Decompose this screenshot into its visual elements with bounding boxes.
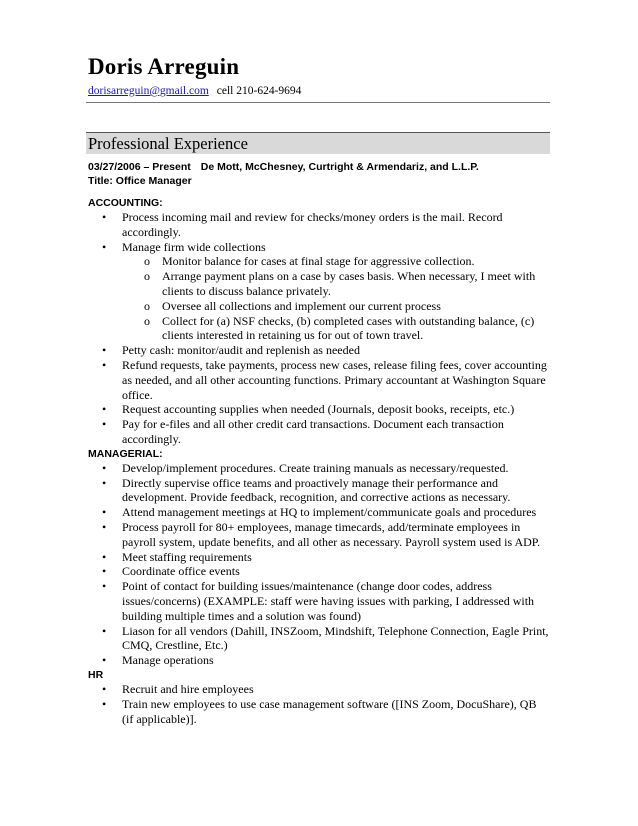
category-heading: MANAGERIAL:: [88, 447, 163, 460]
bullet-text: • Recruit and hire employees: [122, 681, 254, 696]
header-divider: [86, 102, 550, 103]
job-firm: De Mott, McChesney, Curtright & Armendariz, and L.L.P.: [200, 161, 479, 173]
bullet-item: [88, 550, 550, 565]
bullet-item: [88, 461, 550, 476]
bullet-text: • Meet staffing requirements: [122, 549, 252, 564]
bullet-list: [88, 210, 550, 447]
bullet-text: • Train new employees to use case management software ([INS Zoom, DocuShare), QB (if applicable)].: [122, 696, 537, 726]
bullet-text: • Petty cash: monitor/audit and replenish as needed: [122, 343, 360, 358]
bullet-item: [88, 682, 550, 697]
bullet-item: [88, 417, 550, 447]
bullet-item: [88, 240, 550, 255]
bullet-item: [88, 564, 550, 579]
contact-line: [88, 85, 301, 97]
bullet-item: [88, 697, 550, 727]
bullet-item: [88, 402, 550, 417]
bullet-text: • Liason for all vendors (Dahill, INSZoom, Mindshift, Telephone Connection, Eagle Print, CMQ, Crestline, Etc.): [122, 623, 549, 653]
bullet-text: • Coordinate office events: [122, 564, 240, 579]
bullet-item: [88, 343, 550, 358]
bullet-list: [88, 461, 550, 668]
bullet-item: [88, 520, 550, 550]
bullet-item: [88, 505, 550, 520]
bullet-text: • Process payroll for 80+ employees, manage timecards, add/terminate employees in payroll system, update benefits, and all other as necessary. Payroll system used is ADP.: [122, 519, 541, 549]
bullet-text: • Directly supervise office teams and proactively manage their performance and development. Provide feedback, recognition, and corrective actions as necessary.: [122, 475, 511, 505]
bullet-text: • Manage firm wide collections: [122, 239, 266, 254]
sub-bullet-item: o Monitor balance for cases at final stage for aggressive collection.: [88, 254, 550, 269]
bullet-item: [88, 579, 550, 623]
bullet-text: • Develop/implement procedures. Create training manuals as necessary/requested.: [122, 460, 509, 475]
bullet-text: • Point of contact for building issues/maintenance (change door codes, address issues/concerns) (EXAMPLE: staff were having issues with parking, I addressed with building multiple times and a solution was found): [122, 579, 535, 623]
bullet-text: • Request accounting supplies when needed (Journals, deposit books, receipts, etc.): [122, 402, 515, 417]
section-title: Professional Experience: [88, 134, 248, 153]
applicant-name: Doris Arreguin: [88, 54, 240, 79]
bullet-item: [88, 210, 550, 240]
category-heading: ACCOUNTING:: [88, 197, 163, 209]
bullet-item: [88, 358, 550, 402]
job-block: [88, 160, 479, 188]
bullet-text: • Pay for e-files and all other credit card transactions. Document each transaction accordingly.: [122, 417, 504, 446]
job-title: Title: Office Manager: [88, 175, 192, 187]
sub-bullet-item: o Arrange payment plans on a case by cases basis. When necessary, I meet with clients to discuss balance privately.: [88, 269, 550, 299]
bullet-list: [88, 682, 550, 726]
bullet-item: [88, 653, 550, 668]
bullet-item: [88, 476, 550, 506]
bullet-text: • Attend management meetings at HQ to implement/communicate goals and procedures: [122, 505, 537, 520]
job-dates: 03/27/2006 – Present: [88, 161, 191, 173]
sub-bullet-item: o Collect for (a) NSF checks, (b) completed cases with outstanding balance, (c) clients interested in retaining us for out of town travel.: [88, 314, 550, 344]
bullet-text: • Process incoming mail and review for checks/money orders is the mail. Record accordingly.: [122, 210, 503, 239]
phone-number: cell 210-624-9694: [216, 85, 302, 97]
category-heading: HR: [88, 668, 104, 681]
sub-bullet-item: o Oversee all collections and implement our current process: [88, 299, 550, 314]
experience-content: [88, 196, 550, 726]
bullet-item: [88, 624, 550, 654]
email-link[interactable]: dorisarreguin@gmail.com: [88, 85, 209, 97]
bullet-text: • Refund requests, take payments, process new cases, release filing fees, cover accounting as needed, and all other accounting functions. Primary accountant at Washington Square office.: [122, 357, 547, 402]
section-header: [86, 132, 550, 154]
bullet-text: • Manage operations: [122, 653, 214, 668]
